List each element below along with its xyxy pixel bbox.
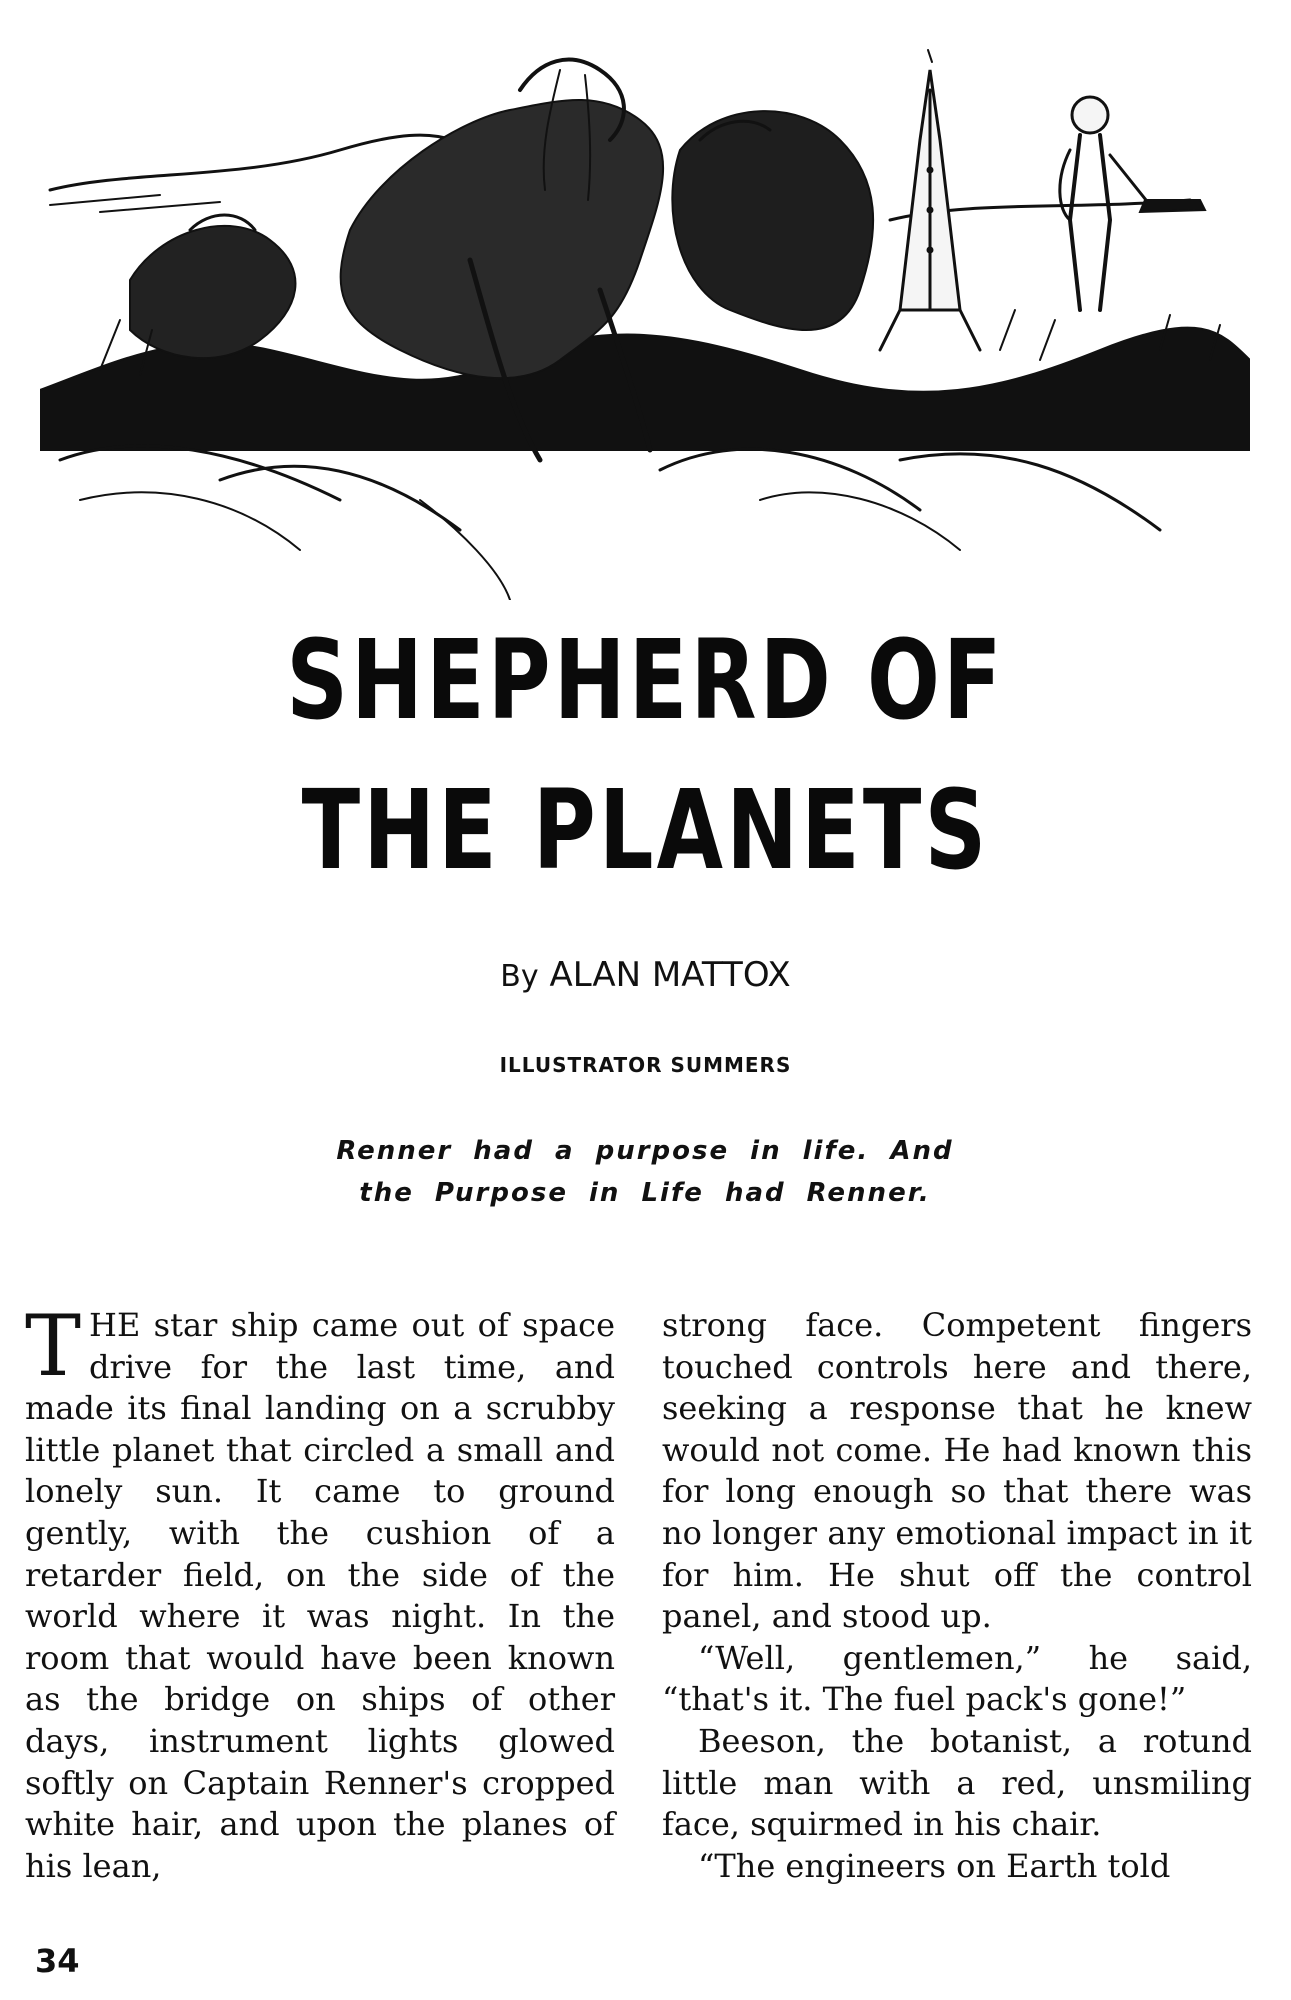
- story-blurb: Renner had a purpose in life. And the Purpose in Life had Renner.: [336, 1136, 954, 1208]
- paragraph-dialogue: “Well, gentlemen,” he said, “that's it. The fuel pack's gone!”: [662, 1638, 1252, 1719]
- author-name: ALAN MATTOX: [549, 955, 791, 995]
- story-illustration: [40, 30, 1250, 600]
- paragraph-engineers: “The engineers on Earth told: [698, 1846, 1171, 1885]
- drop-cap: T: [25, 1297, 82, 1395]
- title-line-2: THE PLANETS: [301, 766, 990, 894]
- opening-paragraph-text: HE star ship came out of space drive for the last time, and made its final landing on a scrubby little planet that circled a small and lonely sun. It came to ground gently, with the cushion of a retarder field, on the side of the world where it was night. In the room that would have been known as the bridge on ships of other days, instrument lights glowed softly on Captain Renner's cropped white hair, and upon the planes of his lean,: [25, 1306, 615, 1885]
- page-number: 34: [35, 1942, 80, 1980]
- paragraph-beeson: Beeson, the botanist, a rotund little man with a red, unsmiling face, squirmed in his chair.: [662, 1721, 1252, 1844]
- paragraph-continued: strong face. Competent fingers touched controls here and there, seeking a response that he knew would not come. He had known this for long enough so that there was no longer any emotional impact in it for him. He shut off the control panel, and stood up.: [662, 1306, 1252, 1636]
- left-column: [25, 1297, 615, 1887]
- title-line-1: SHEPHERD OF: [286, 616, 1005, 744]
- opening-paragraph: [25, 1297, 615, 1887]
- illustrator-credit: ILLUSTRATOR SUMMERS: [499, 1053, 792, 1077]
- byline: [0, 955, 1291, 995]
- byline-prefix: By: [500, 959, 539, 994]
- right-column: [662, 1305, 1252, 1887]
